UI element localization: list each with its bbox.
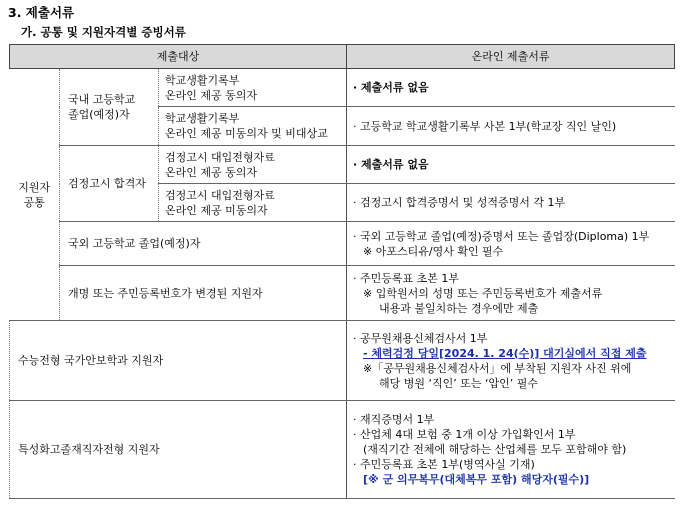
- label-line: 학교생활기록부: [165, 73, 240, 87]
- rename-doc-cell: [347, 266, 675, 321]
- doc-line: · 공무원채용신체검사서 1부: [353, 331, 488, 345]
- table-row: [10, 266, 675, 321]
- domestic-consent-doc: · 제출서류 없음: [347, 69, 675, 107]
- label-line: 검정고시 대입전형자료: [165, 188, 275, 202]
- ged-consent-doc: · 제출서류 없음: [347, 146, 675, 184]
- foreign-label: 국외 고등학교 졸업(예정)자: [60, 222, 347, 266]
- domestic-label-line: 국내 고등학교: [68, 93, 136, 106]
- doc-line: · 재직증명서 1부: [353, 413, 435, 426]
- section-title: 3. 제출서류: [8, 5, 75, 20]
- label-line: 온라인 제공 미동의자: [165, 203, 268, 217]
- header-target: 제출대상: [10, 45, 347, 69]
- label-line: 온라인 제공 동의자: [165, 88, 258, 102]
- sub-title: 가. 공통 및 지원자격별 증빙서류: [21, 25, 186, 39]
- label-line: 온라인 제공 미동의자 및 비대상교: [165, 127, 328, 140]
- rename-label: 개명 또는 주민등록번호가 변경된 지원자: [60, 266, 347, 321]
- label-line: 온라인 제공 동의자: [165, 165, 258, 179]
- doc-note: 내용과 불일치하는 경우에만 제출: [379, 301, 539, 315]
- domestic-nonconsent-label: [159, 107, 347, 146]
- csat-label: 수능전형 국가안보학과 지원자: [10, 321, 347, 401]
- doc-note: ※ 아포스티유/영사 확인 필수: [363, 244, 504, 258]
- ged-label: 검정고시 합격자: [60, 146, 159, 222]
- doc-line: · 산업체 4대 보험 중 1개 이상 가입확인서 1부: [353, 428, 576, 441]
- group-label-line: 공통: [23, 195, 45, 209]
- domestic-nonconsent-doc: · 고등학교 학교생활기록부 사본 1부(학교장 직인 날인): [347, 107, 675, 146]
- domestic-label-cell: [60, 69, 159, 146]
- doc-note: ※「공무원채용신체검사서」에 부착된 지원자 사진 위에: [363, 361, 632, 375]
- header-documents: 온라인 제출서류: [347, 45, 675, 69]
- doc-line: · 주민등록표 초본 1부: [353, 271, 460, 285]
- group-label-cell: [10, 69, 60, 321]
- doc-note: (재직기간 전체에 해당하는 산업체를 모두 포함해야 함): [363, 443, 627, 456]
- ged-nonconsent-doc: · 검정고시 합격증명서 및 성적증명서 각 1부: [347, 184, 675, 222]
- table-header-row: [10, 45, 675, 69]
- ged-consent-label: [159, 146, 347, 184]
- table-row: [10, 69, 675, 107]
- foreign-doc-cell: [347, 222, 675, 266]
- domestic-label-line: 졸업(예정)자: [68, 108, 130, 121]
- doc-line: · 주민등록표 초본 1부(병역사실 기재): [353, 458, 535, 471]
- ged-nonconsent-label: [159, 184, 347, 222]
- doc-note: ※ 입학원서의 성명 또는 주민등록번호가 제출서류: [363, 286, 603, 300]
- label-line: 검정고시 대입전형자료: [165, 150, 275, 164]
- doc-highlight: - 체력검정 당일[2024. 1. 24(수)] 대기실에서 직접 제출: [363, 346, 647, 360]
- special-label: 특성화고졸재직자전형 지원자: [10, 401, 347, 499]
- special-doc-cell: [347, 401, 675, 499]
- table-row: [10, 222, 675, 266]
- doc-note: 해당 병원 ‘직인’ 또는 ‘압인’ 필수: [379, 376, 538, 390]
- domestic-consent-label: [159, 69, 347, 107]
- csat-doc-cell: [347, 321, 675, 401]
- table-row: [10, 321, 675, 401]
- table-row: [10, 401, 675, 499]
- documents-table: [9, 44, 675, 499]
- label-line: 학교생활기록부: [165, 112, 240, 125]
- table-row: [10, 146, 675, 184]
- group-label-line: 지원자: [18, 180, 51, 194]
- doc-highlight: [※ 군 의무복무(대체복무 포함) 해당자(필수)]: [363, 473, 590, 486]
- doc-line: · 국외 고등학교 졸업(예정)증명서 또는 졸업장(Diploma) 1부: [353, 229, 650, 243]
